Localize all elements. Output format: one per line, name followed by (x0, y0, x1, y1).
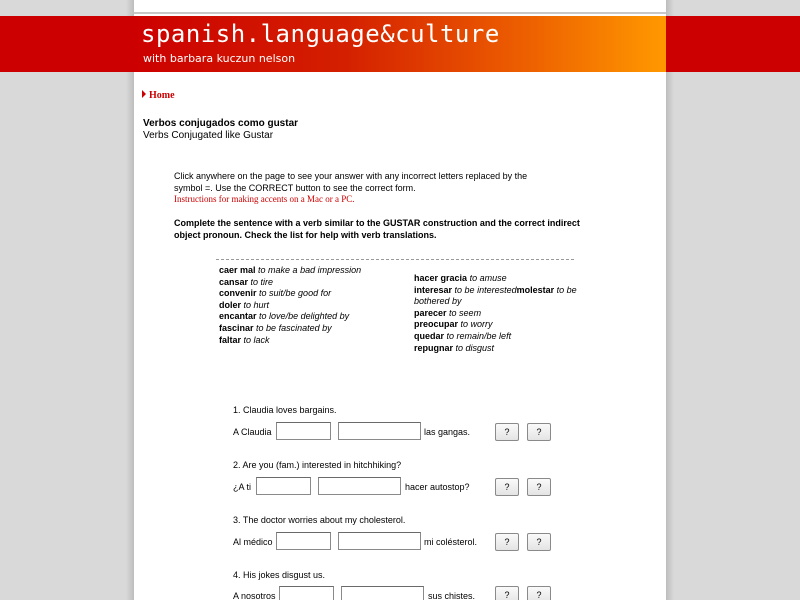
question-prompt: 4. His jokes disgust us. (233, 570, 326, 580)
sentence-start: A nosotros (233, 591, 276, 600)
sentence-end: mi colésterol. (424, 537, 478, 547)
home-link[interactable] (142, 90, 175, 101)
accents-instructions-link[interactable]: Instructions for making accents on a Mac or a PC. (174, 194, 355, 204)
sentence-end: sus chistes. (428, 591, 476, 600)
sentence-start: ¿A ti (233, 482, 252, 492)
site-subtitle: with barbara kuczun nelson (143, 52, 296, 65)
verb-input[interactable] (338, 422, 421, 440)
sentence-end: hacer autostop? (405, 482, 470, 492)
exercise-directions: Complete the sentence with a verb similar to the GUSTAR construction and the correct indirect object pronoun. Check the list for help with verb translations. (174, 218, 580, 240)
vocab-item: parecer to seem (414, 307, 482, 318)
site-title: spanish.language&culture (141, 20, 500, 48)
vocab-list-left (219, 265, 409, 346)
vocab-item: faltar to lack (219, 334, 270, 345)
correct-button[interactable]: ? (527, 533, 551, 551)
instructions-text: Click anywhere on the page to see your answer with any incorrect letters replaced by the symbol =. Use the CORRECT button to see the correct form. (174, 171, 528, 193)
verb-input[interactable] (338, 532, 421, 550)
pronoun-input[interactable] (256, 477, 311, 495)
sentence-end: las gangas. (424, 427, 471, 437)
page-shadow-right (666, 0, 674, 600)
question-prompt: 2. Are you (fam.) interested in hitchhiking? (233, 460, 402, 470)
hint-button[interactable]: ? (495, 478, 519, 496)
page-shadow-left (126, 0, 134, 600)
vocab-item: cansar to tire (219, 276, 274, 287)
sentence-start: A Claudia (233, 427, 272, 437)
verb-input[interactable] (318, 477, 401, 495)
lesson-title-spanish: Verbos conjugados como gustar (143, 118, 299, 129)
vocab-item: convenir to suit/be good for (219, 288, 332, 299)
hint-button[interactable]: ? (495, 533, 519, 551)
vocab-item: fascinar to be fascinated by (219, 322, 332, 333)
vocab-item: quedar to remain/be left (414, 330, 512, 341)
hint-button[interactable]: ? (495, 423, 519, 441)
top-strip (134, 0, 666, 14)
vocab-item: hacer gracia to amuse (414, 273, 507, 283)
hint-button[interactable]: ? (495, 586, 519, 600)
sentence-start: Al médico (233, 537, 273, 547)
pronoun-input[interactable] (276, 532, 331, 550)
pronoun-input[interactable] (276, 422, 331, 440)
verb-input[interactable] (341, 586, 424, 600)
pronoun-input[interactable] (279, 586, 334, 600)
vocab-item: interesar to be interestedmolestar to be bothered by (414, 284, 577, 307)
lesson-title-english: Verbs Conjugated like Gustar (143, 130, 274, 141)
vocab-item: preocupar to worry (414, 319, 493, 330)
question-prompt: 3. The doctor worries about my cholesterol. (233, 515, 406, 525)
vocab-item: repugnar to disgust (414, 342, 495, 353)
vocab-item: encantar to love/be delighted by (219, 311, 350, 322)
question-prompt: 1. Claudia loves bargains. (233, 405, 337, 415)
correct-button[interactable]: ? (527, 478, 551, 496)
vocab-divider (216, 259, 574, 260)
home-link-label: Home (149, 90, 175, 101)
vocab-item: caer mal to make a bad impression (219, 265, 362, 275)
vocab-item: doler to hurt (219, 299, 270, 310)
correct-button[interactable]: ? (527, 586, 551, 600)
vocab-list-right (414, 273, 604, 354)
arrow-right-icon (142, 90, 146, 98)
correct-button[interactable]: ? (527, 423, 551, 441)
